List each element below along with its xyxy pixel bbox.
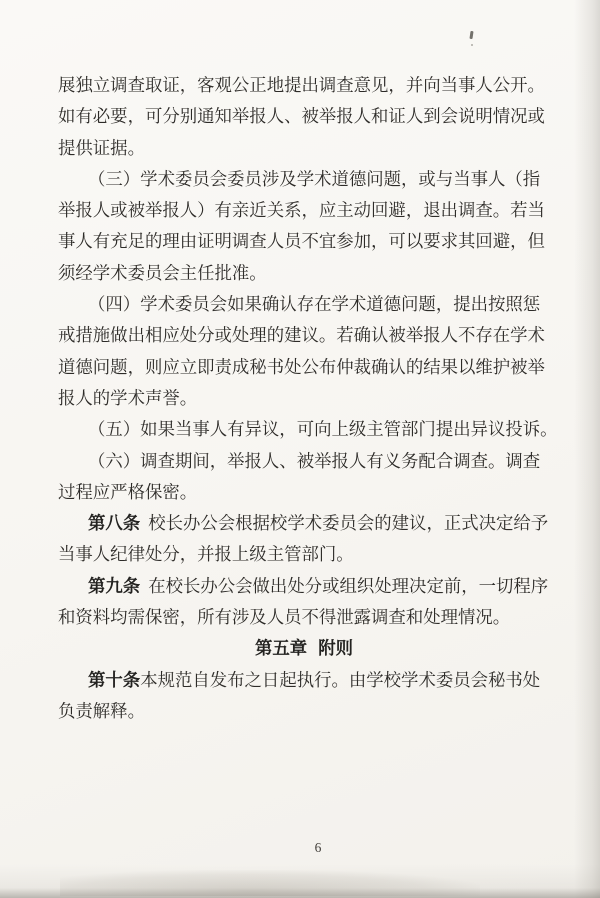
chapter-heading (58, 633, 550, 664)
line-text: 在校长办公会做出处分或组织处理决定前，一切程序 (148, 575, 549, 596)
text-line (58, 571, 550, 602)
scan-artifact-dot (471, 44, 473, 46)
scan-edge-shadow-right (574, 0, 600, 898)
line-text: （六）调查期间，举报人、被举报人有义务配合调查。调查 (88, 450, 541, 471)
text-line (58, 602, 550, 633)
text-line (58, 665, 550, 696)
document-body (58, 70, 558, 727)
text-line (58, 414, 558, 445)
line-text: 戒措施做出相应处分或处理的建议。若确认被举报人不存在学术 (58, 325, 545, 346)
line-text: 负责解释。 (58, 700, 145, 721)
page-number: 6 (314, 840, 322, 855)
text-line (58, 258, 550, 289)
line-text: 当事人纪律处分，并报上级主管部门。 (58, 544, 354, 565)
line-text: 须经学术委员会主任批准。 (58, 262, 267, 283)
article-number: 第十条 (88, 669, 141, 690)
text-line (58, 539, 550, 570)
line-text: 校长办公会根据校学术委员会的建议，正式决定给予 (148, 513, 549, 534)
line-text: （四）学术委员会如果确认存在学术道德问题，提出按照惩 (88, 294, 541, 315)
line-text: 如有必要，可分别通知举报人、被举报人和证人到会说明情况或 (58, 106, 545, 127)
chapter-number: 第五章 (255, 638, 308, 659)
text-line (58, 446, 550, 477)
scan-edge-shadow-bottom (0, 864, 600, 898)
line-text: （五）如果当事人有异议，可向上级主管部门提出异议投诉。 (88, 419, 558, 440)
line-text: 事人有充足的理由证明调查人员不宜参加，可以要求其回避，但 (58, 231, 545, 252)
line-text: 提供证据。 (58, 137, 145, 158)
text-line (58, 164, 550, 195)
text-line (58, 70, 550, 101)
text-line (58, 133, 550, 164)
line-text: 和资料均需保密，所有涉及人员不得泄露调查和处理情况。 (58, 607, 511, 628)
text-line (58, 696, 550, 727)
line-text: 展独立调查取证，客观公正地提出调查意见，并向当事人公开。 (58, 75, 545, 95)
text-line (58, 226, 550, 257)
text-line (58, 508, 550, 539)
line-text: 过程应严格保密。 (58, 481, 198, 502)
article-number: 第九条 (88, 575, 141, 596)
scan-shadow-cloud (60, 870, 480, 896)
text-line (58, 477, 550, 508)
scan-artifact-speck (469, 31, 473, 39)
text-line (58, 289, 550, 320)
article-number: 第八条 (88, 513, 141, 534)
line-text: 道德问题，则应立即责成秘书处公布仲裁确认的结果以维护被举 (58, 356, 545, 377)
line-text: 附则 (318, 638, 353, 659)
text-line (58, 195, 550, 226)
line-text: （三）学术委员会委员涉及学术道德问题，或与当事人（指 (88, 168, 541, 189)
line-text: 报人的学术声誉。 (58, 387, 198, 408)
line-text: 本规范自发布之日起执行。由学校学术委员会秘书处 (140, 669, 541, 690)
text-line (58, 383, 550, 414)
text-line (58, 352, 550, 383)
line-text: 举报人或被举报人）有亲近关系，应主动回避，退出调查。若当 (58, 200, 545, 221)
text-line (58, 320, 550, 351)
text-line (58, 101, 550, 132)
